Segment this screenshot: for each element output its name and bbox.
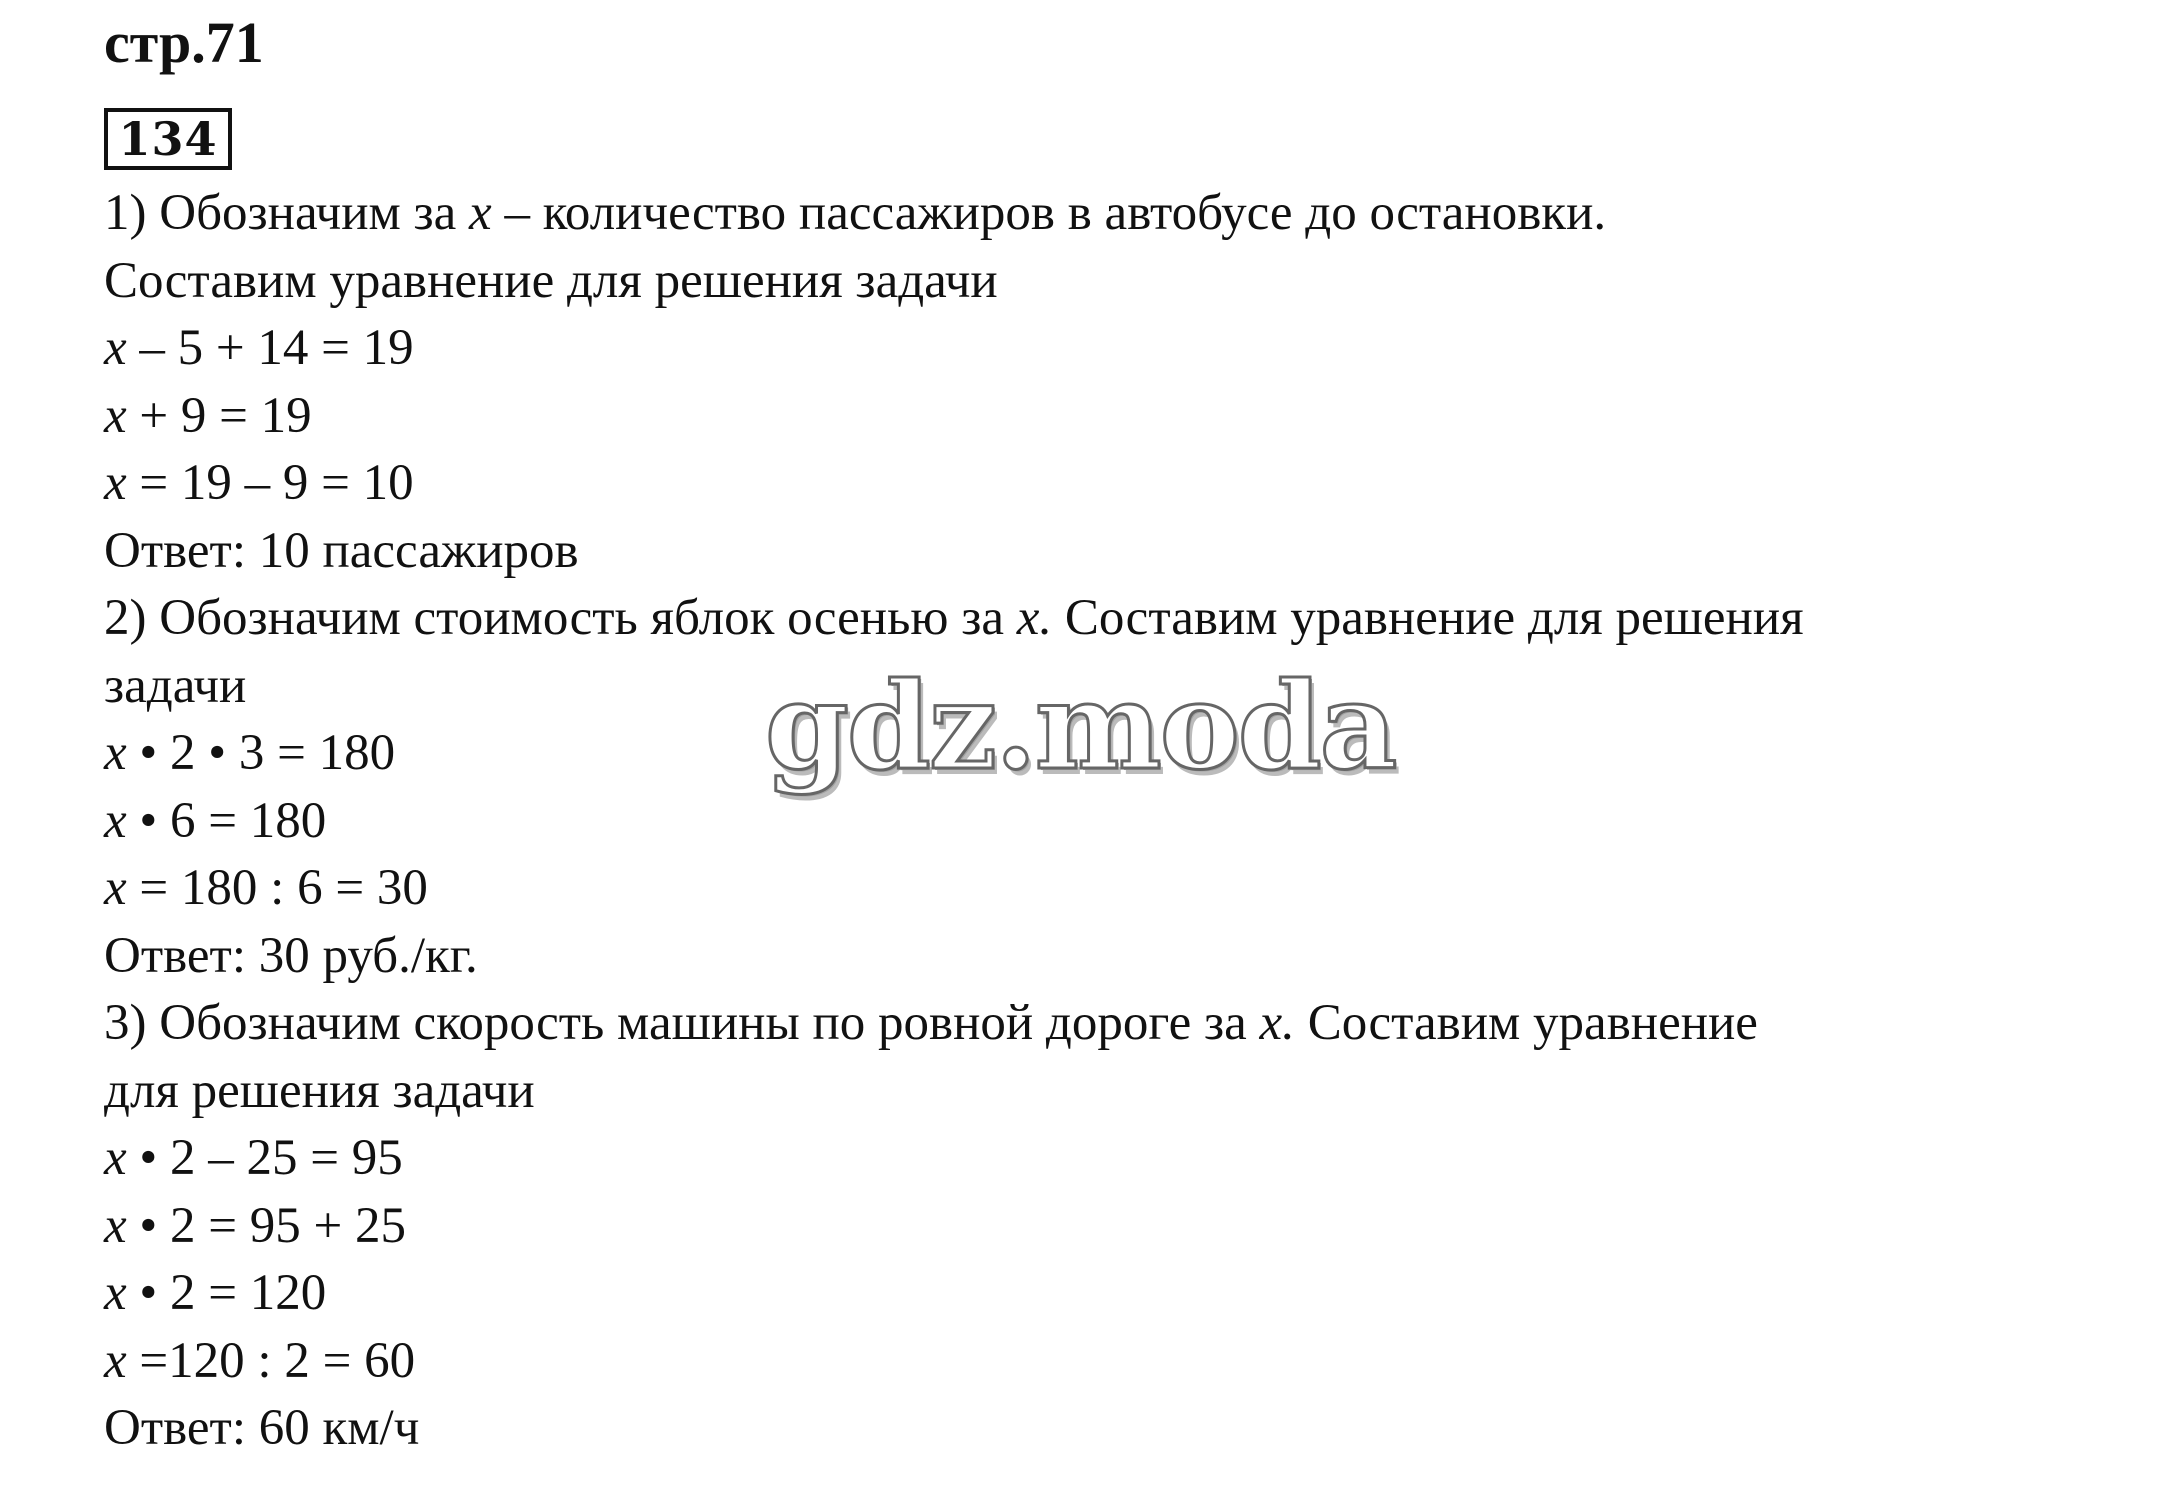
line-text: + 9 = 19	[126, 387, 312, 444]
solution-line	[104, 518, 2144, 586]
watermark-logo: gdz.moda	[765, 656, 1396, 797]
line-text: • 2 • 3 = 180	[126, 725, 396, 781]
solution-line	[104, 180, 2144, 248]
variable-x: x	[469, 185, 492, 241]
solution-line	[104, 788, 2144, 856]
line-text: 2) Обозначим стоимость яблок осенью за	[104, 590, 1017, 646]
line-text: = 180 : 6 = 30	[126, 860, 428, 916]
line-text: Ответ: 60 км/ч	[104, 1400, 420, 1456]
line-text: • 2 = 95 + 25	[126, 1197, 407, 1254]
solution-line	[104, 585, 2144, 653]
solution-line	[104, 450, 2144, 518]
line-text: Ответ: 30 руб./кг.	[104, 927, 478, 984]
line-text: • 2 – 25 = 95	[126, 1130, 403, 1186]
solution-line	[104, 923, 2144, 991]
solution-line	[104, 1125, 2144, 1193]
solution-line	[104, 1395, 2144, 1463]
solution-line	[104, 248, 2144, 316]
line-text: Составим уравнение	[1294, 995, 1758, 1051]
solution-line	[104, 653, 2144, 721]
variable-x: x	[104, 1265, 127, 1321]
solution-line	[104, 855, 2144, 923]
line-text: • 2 = 120	[126, 1265, 327, 1321]
line-text: 1) Обозначим за	[104, 185, 470, 241]
variable-x: x	[104, 387, 127, 444]
variable-x: x.	[1016, 590, 1053, 646]
variable-x: x	[104, 320, 127, 376]
variable-x: x	[104, 1130, 127, 1186]
line-text: = 19 – 9 = 10	[126, 455, 414, 511]
solution-line	[104, 1328, 2144, 1396]
line-text: задачи	[104, 657, 247, 714]
solution-line	[104, 383, 2144, 451]
solution-line	[104, 315, 2144, 383]
variable-x: x	[104, 1332, 127, 1389]
variable-x: x	[104, 725, 127, 781]
page-title: стр.71	[104, 10, 264, 75]
variable-x: x.	[1259, 995, 1295, 1051]
task-number-box: 134	[104, 108, 232, 170]
line-text: • 6 = 180	[126, 792, 327, 849]
solution-line	[104, 1193, 2144, 1261]
line-text: Ответ: 10 пассажиров	[104, 522, 579, 579]
line-text: Составим уравнение для решения задачи	[104, 252, 998, 309]
line-text: – 5 + 14 = 19	[126, 320, 414, 376]
line-text: 3) Обозначим скорость машины по ровной дороге за	[104, 995, 1260, 1051]
solution-line	[104, 720, 2144, 788]
line-text: для решения задачи	[104, 1062, 535, 1119]
solution-line	[104, 1058, 2144, 1126]
variable-x: x	[104, 860, 127, 916]
solution-line	[104, 990, 2144, 1058]
solution-text	[104, 180, 2144, 1463]
line-text: =120 : 2 = 60	[126, 1332, 416, 1389]
variable-x: x	[104, 455, 127, 511]
line-text: – количество пассажиров в автобусе до остановки.	[491, 185, 1607, 241]
line-text: Составим уравнение для решения	[1052, 590, 1804, 646]
variable-x: x	[104, 1197, 127, 1254]
solution-line	[104, 1260, 2144, 1328]
variable-x: x	[104, 792, 127, 849]
